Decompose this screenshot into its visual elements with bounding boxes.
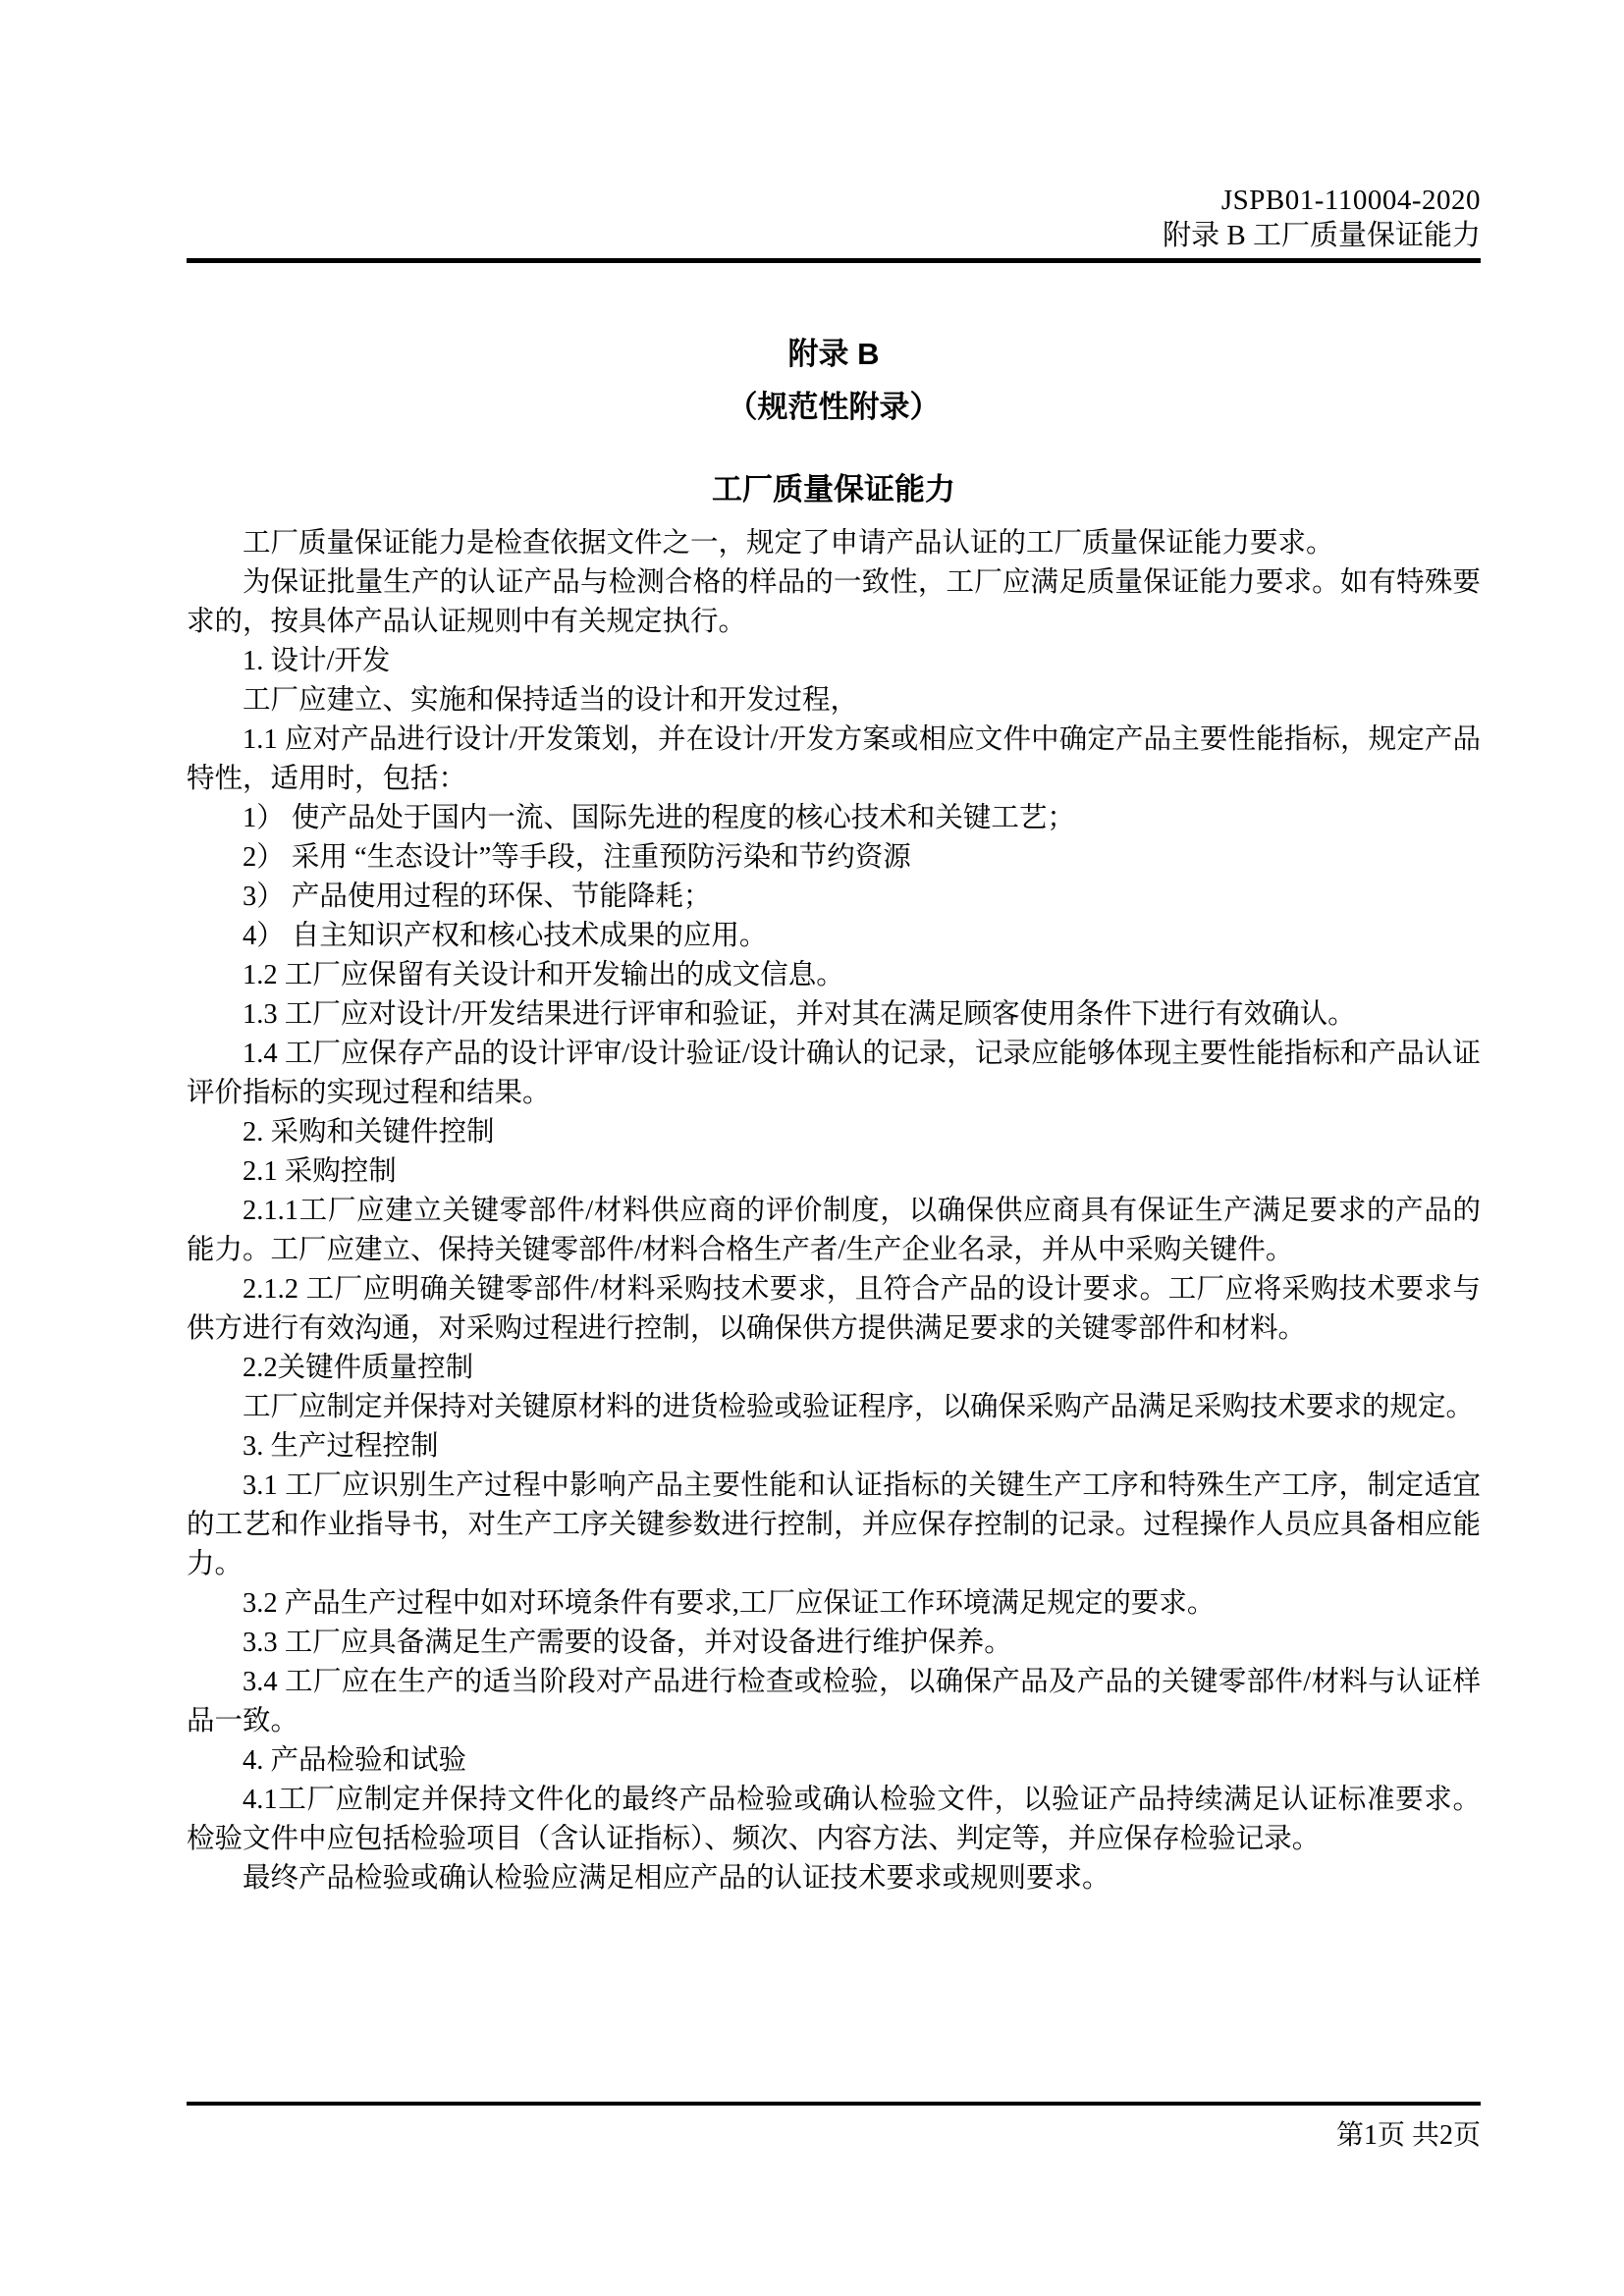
paragraph: 4） 自主知识产权和核心技术成果的应用。 [243, 921, 768, 951]
paragraph: 4.1工厂应制定并保持文件化的最终产品检验或确认检验文件，以验证产品持续满足认证标准要求。检验文件中应包括检验项目（含认证指标）、频次、内容方法、判定等，并应保存检验记录。 [187, 1785, 1481, 1854]
appendix-title: 附录 B [787, 337, 880, 371]
paragraph: 2） 采用 “生态设计”等手段，注重预防污染和节约资源 [243, 842, 911, 873]
paragraph: 2.1.1工厂应建立关键零部件/材料供应商的评价制度，以确保供应商具有保证生产满足要求的产品的能力。工厂应建立、保持关键零部件/材料合格生产者/生产企业名录，并从中采购关键件。 [187, 1196, 1481, 1265]
body-paragraphs [187, 524, 1481, 1898]
paragraph: 3.1 工厂应识别生产过程中影响产品主要性能和认证指标的关键生产工序和特殊生产工序，制定适宜的工艺和作业指导书，对生产工序关键参数进行控制，并应保存控制的记录。过程操作人员应具备相应能力。 [187, 1470, 1481, 1579]
paragraph: 3. 生产过程控制 [243, 1431, 439, 1462]
section-title: 工厂质量保证能力 [712, 472, 955, 507]
document-code: JSPB01-110004-2020 [1220, 185, 1481, 216]
paragraph: 1.2 工厂应保留有关设计和开发输出的成文信息。 [243, 960, 844, 990]
paragraph: 1.1 应对产品进行设计/开发策划，并在设计/开发方案或相应文件中确定产品主要性能指标，规定产品特性，适用时，包括： [187, 724, 1481, 794]
paragraph: 3.2 产品生产过程中如对环境条件有要求,工厂应保证工作环境满足规定的要求。 [243, 1588, 1216, 1619]
page-header [187, 183, 1481, 263]
paragraph: 1. 设计/开发 [243, 646, 391, 676]
paragraph: 4. 产品检验和试验 [243, 1745, 467, 1776]
paragraph: 为保证批量生产的认证产品与检测合格的样品的一致性，工厂应满足质量保证能力要求。如有特殊要求的，按具体产品认证规则中有关规定执行。 [187, 567, 1481, 637]
paragraph: 3） 产品使用过程的环保、节能降耗； [243, 881, 712, 912]
paragraph: 3.4 工厂应在生产的适当阶段对产品进行检查或检验，以确保产品及产品的关键零部件/材料与认证样品一致。 [187, 1667, 1481, 1736]
page-number: 第1页 共2页 [1335, 2120, 1481, 2151]
paragraph: 最终产品检验或确认检验应满足相应产品的认证技术要求或规则要求。 [243, 1863, 1110, 1894]
paragraph: 2.2关键件质量控制 [243, 1353, 474, 1383]
paragraph: 1.4 工厂应保存产品的设计评审/设计验证/设计确认的记录，记录应能够体现主要性能指标和产品认证评价指标的实现过程和结果。 [187, 1039, 1481, 1108]
paragraph: 1.3 工厂应对设计/开发结果进行评审和验证，并对其在满足顾客使用条件下进行有效确认。 [243, 999, 1356, 1030]
paragraph: 2.1.2 工厂应明确关键零部件/材料采购技术要求，且符合产品的设计要求。工厂应将采购技术要求与供方进行有效沟通，对采购过程进行控制，以确保供方提供满足要求的关键零部件和材料。 [187, 1274, 1481, 1344]
paragraph: 工厂应建立、实施和保持适当的设计和开发过程， [243, 685, 859, 716]
page-footer [187, 2102, 1481, 2153]
paragraph: 2.1 采购控制 [243, 1156, 397, 1187]
header-doc-title: 附录 B 工厂质量保证能力 [1163, 220, 1481, 251]
paragraph: 工厂质量保证能力是检查依据文件之一，规定了申请产品认证的工厂质量保证能力要求。 [243, 528, 1334, 559]
paragraph: 1） 使产品处于国内一流、国际先进的程度的核心技术和关键工艺； [243, 803, 1075, 833]
document-content [187, 334, 1481, 1898]
paragraph: 工厂应制定并保持对关键原材料的进货检验或验证程序，以确保采购产品满足采购技术要求的规定。 [243, 1392, 1475, 1422]
paragraph: 2. 采购和关键件控制 [243, 1117, 495, 1148]
appendix-subtitle: （规范性附录） [727, 390, 941, 424]
paragraph: 3.3 工厂应具备满足生产需要的设备，并对设备进行维护保养。 [243, 1628, 1012, 1658]
